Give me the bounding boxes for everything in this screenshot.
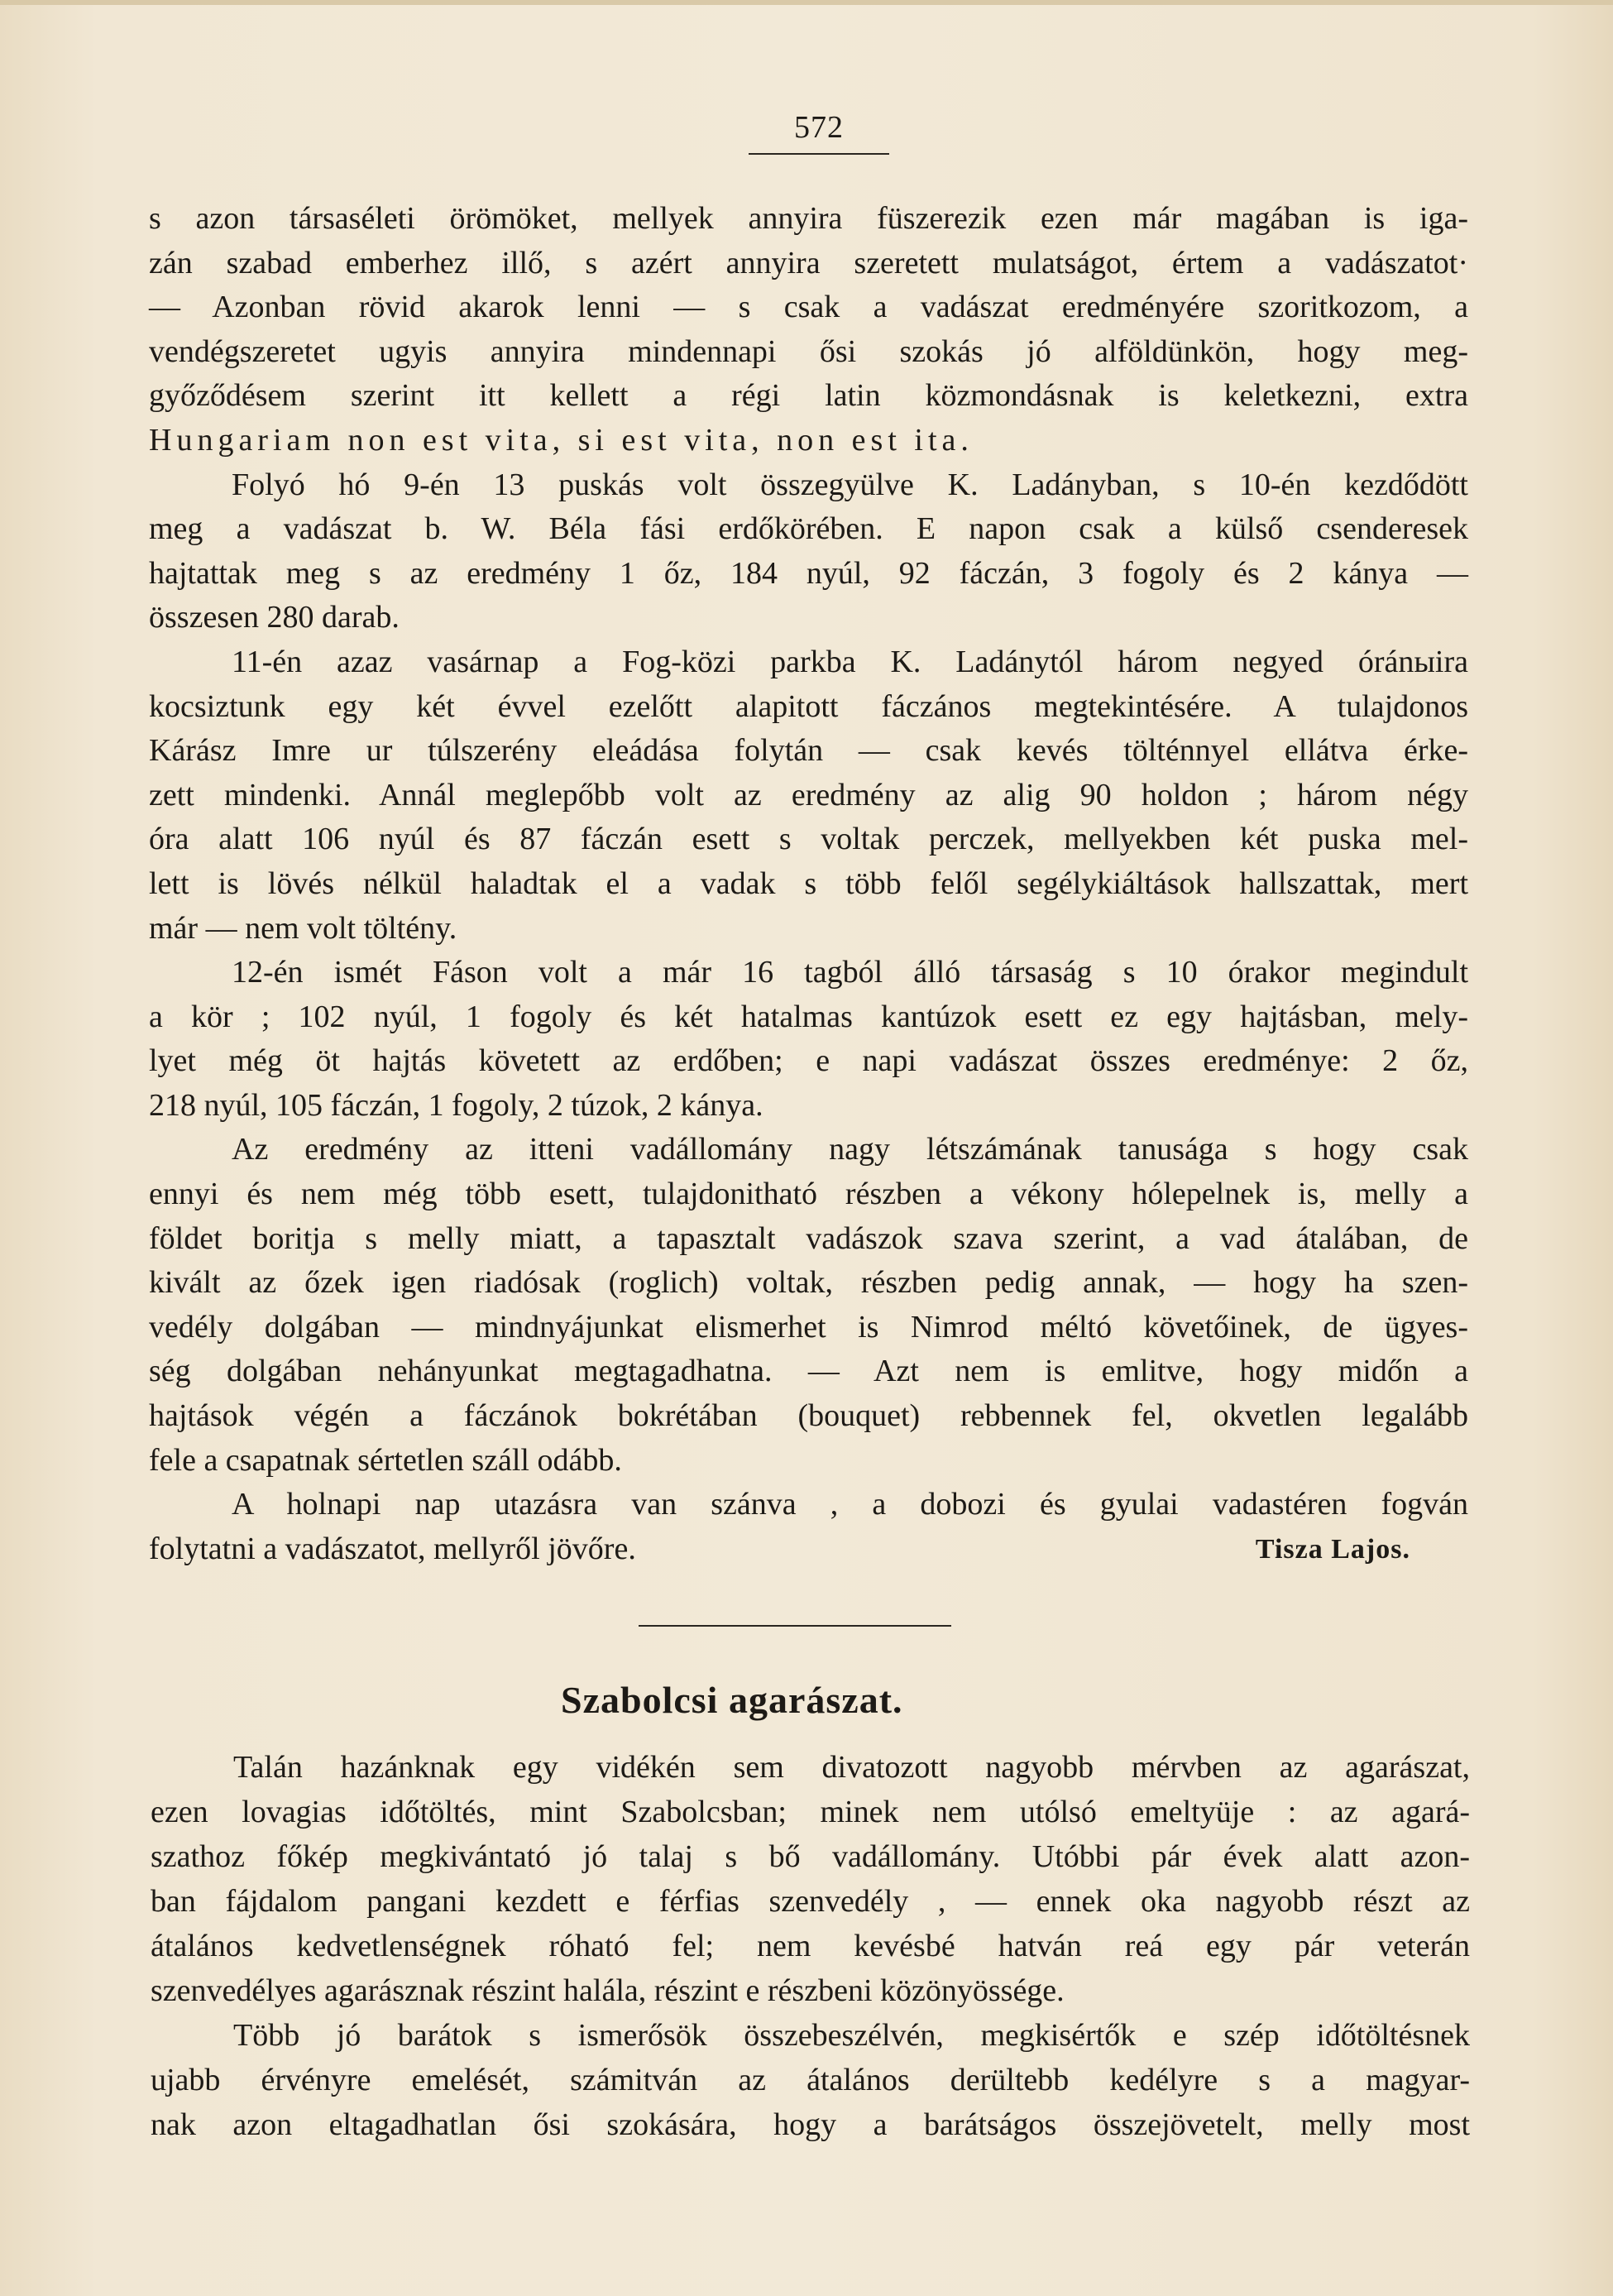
text-line: hajtások végén a fáczánok bokrétában (bouquet) rebbennek fel, okvetlen legalább	[149, 1398, 1468, 1434]
text-line: vendégszeretet ugyis annyira mindennapi ősi szokás jó alföldünkön, hogy meg-	[149, 333, 1468, 369]
text-line: Kárász Imre ur túlszerény eleádása folytán — csak kevés tölténnyel ellátva érke-	[149, 733, 1468, 769]
text-line: 11-én azaz vasárnap a Fog-közi parkba K. Ladánytól három negyed óránыira	[232, 644, 1468, 679]
text-line: folytatni a vadászatot, mellyről jövőre.	[149, 1531, 636, 1566]
text-line: Talán hazánknak egy vidékén sem divatozott nagyobb mérvben az agarászat,	[233, 1750, 1470, 1785]
text-line: kivált az őzek igen riadósak (roglich) voltak, részben pedig annak, — hogy ha szen-	[149, 1265, 1468, 1301]
text-line: ban fájdalom pangani kezdett e férfias szenvedély , — ennek oka nagyobb részt az	[151, 1884, 1470, 1919]
text-line: ezen lovagias időtöltés, mint Szabolcsban; minek nem utólsó emeltyüje : az agará-	[151, 1795, 1470, 1829]
text-line: győződésem szerint itt kellett a régi latin közmondásnak is keletkezni, extra	[149, 378, 1468, 414]
text-line: A holnapi nap utazásra van szánva , a dobozi és gyulai vadastéren fogván	[232, 1487, 1468, 1522]
text-line: vedély dolgában — mindnyájunkat elismerhet is Nimrod méltó követőinek, de ügyes-	[149, 1309, 1468, 1345]
text-line: lett is lövés nélkül haladtak el a vadak s több felől segélykiáltások hallszattak, mert	[149, 865, 1468, 901]
text-line: nak azon eltagadhatlan ősi szokására, hogy a barátságos összejövetelt, melly most	[151, 2107, 1470, 2142]
text-line: Hungariam non est vita, si est vita, non est ita.	[149, 422, 974, 458]
page-top-edge	[0, 0, 1613, 5]
text-line: meg a vadászat b. W. Béla fási erdőkörében. E napon csak a külső csenderesek	[149, 511, 1468, 547]
text-line: Több jó barátok s ismerősök összebeszélvén, megkisértők e szép időtöltésnek	[233, 2018, 1470, 2053]
section-title: Szabolcsi agarászat.	[561, 1679, 903, 1721]
author-signature: Tisza Lajos.	[1255, 1533, 1410, 1565]
text-line: a kör ; 102 nyúl, 1 fogoly és két hatalmas kantúzok esett ez egy hajtásban, mely-	[149, 999, 1468, 1034]
text-line: lyet még öt hajtás követett az erdőben; e napi vadászat összes eredménye: 2 őz,	[149, 1043, 1468, 1079]
text-line: — Azonban rövid akarok lenni — s csak a vadászat eredményére szoritkozom, a	[149, 290, 1468, 325]
text-line: hajtattak meg s az eredmény 1 őz, 184 nyúl, 92 fáczán, 3 fogoly és 2 kánya —	[149, 555, 1468, 591]
article-hunting-report	[149, 197, 1468, 1571]
text-line: óra alatt 106 nyúl és 87 fáczán esett s voltak perczek, mellyekben két puska mel-	[149, 822, 1468, 857]
text-line: földet boritja s melly miatt, a tapasztalt vadászok szava szerint, a vad átalában, de	[149, 1220, 1468, 1256]
text-line: már — nem volt töltény.	[149, 910, 457, 946]
article-greyhound-coursing	[151, 1745, 1470, 2147]
text-line: zán szabad emberhez illő, s azért annyira szeretett mulatságot, értem a vadászatot·	[149, 245, 1468, 280]
text-line: ennyi és nem még több esett, tulajdonitható részben a vékony hólepelnek is, melly a	[149, 1177, 1468, 1212]
text-line: 12-én ismét Fáson volt a már 16 tagból álló társaság s 10 órakor megindult	[232, 955, 1468, 990]
text-line: szenvedélyes agarásznak részint halála, részint e részbeni közönyössége.	[151, 1973, 1065, 2008]
text-line: átalános kedvetlenségnek róható fel; nem kevésbé hatván reá egy pár veterán	[151, 1929, 1470, 1963]
text-line: kocsiztunk egy két évvel ezelőtt alapitott fáczános megtekintésére. A tulajdonos	[149, 688, 1468, 724]
page-number-rule	[749, 153, 889, 155]
closing-line	[149, 1527, 1468, 1572]
text-line: ujabb érvényre emelését, számitván az átalános derültebb kedélyre s a magyar-	[151, 2063, 1470, 2097]
text-line: s azon társaséleti örömöket, mellyek annyira füszerezik ezen már magában is iga-	[149, 201, 1468, 236]
text-line: összesen 280 darab.	[149, 600, 400, 635]
text-line: zett mindenki. Annál meglepőbb volt az eredmény az alig 90 holdon ; három négy	[149, 777, 1468, 812]
text-line: 218 nyúl, 105 fáczán, 1 fogoly, 2 túzok, 2 kánya.	[149, 1087, 763, 1123]
text-line: fele a csapatnak sértetlen száll odább.	[149, 1442, 622, 1478]
text-line: ség dolgában nehányunkat megtagadhatna. — Azt nem is emlitve, hogy midőn a	[149, 1354, 1468, 1389]
text-line: Az eredmény az itteni vadállomány nagy létszámának tanusága s hogy csak	[232, 1132, 1468, 1167]
section-divider	[639, 1625, 951, 1627]
text-line: Folyó hó 9-én 13 puskás volt összegyülve K. Ladányban, s 10-én kezdődött	[232, 467, 1468, 502]
text-line: szathoz főkép megkivántató jó talaj s bő vadállomány. Utóbbi pár évek alatt azon-	[151, 1839, 1470, 1874]
page-number: 572	[794, 110, 844, 145]
